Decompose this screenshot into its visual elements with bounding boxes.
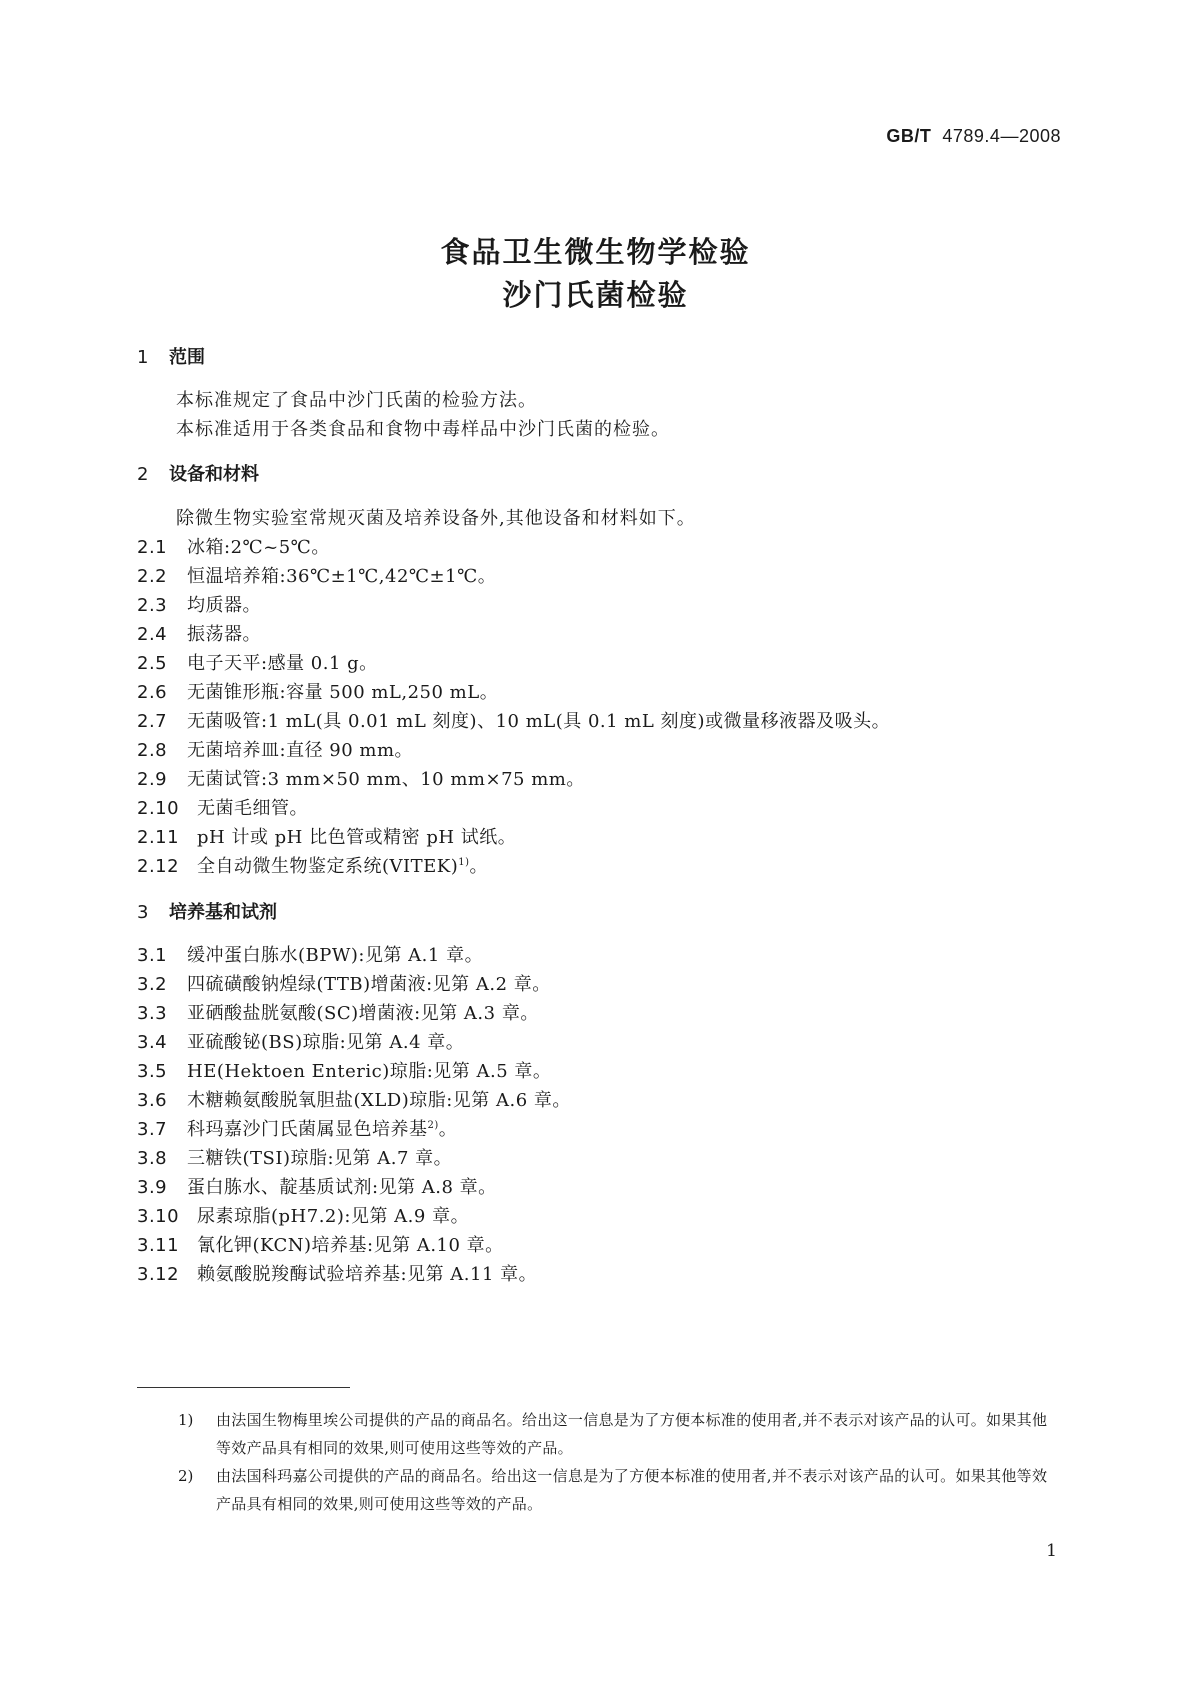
item-number: 3.7 bbox=[137, 1119, 168, 1140]
section-heading-scope bbox=[137, 343, 205, 369]
list-item bbox=[137, 533, 330, 559]
list-item bbox=[137, 1115, 457, 1141]
item-text: HE(Hektoen Enteric)琼脂:见第 A.5 章。 bbox=[187, 1061, 552, 1082]
item-number: 3.12 bbox=[137, 1264, 180, 1285]
footnote-reference: 1) bbox=[458, 857, 470, 868]
page-number: 1 bbox=[1046, 1541, 1057, 1561]
paragraph: 本标准规定了食品中沙门氏菌的检验方法。 bbox=[176, 390, 537, 411]
standard-code-number: 4789.4—2008 bbox=[942, 126, 1061, 146]
list-item bbox=[137, 970, 551, 996]
paragraph: 除微生物实验室常规灭菌及培养设备外,其他设备和材料如下。 bbox=[176, 508, 696, 529]
item-number: 3.5 bbox=[137, 1061, 168, 1082]
item-text: 无菌锥形瓶:容量 500 mL,250 mL。 bbox=[187, 682, 499, 703]
list-item bbox=[137, 1173, 497, 1199]
item-text: 振荡器。 bbox=[187, 624, 261, 645]
section-number: 2 bbox=[137, 464, 149, 485]
list-item bbox=[137, 1028, 464, 1054]
section-title: 范围 bbox=[169, 347, 205, 368]
list-item bbox=[137, 1231, 504, 1257]
section-heading-equipment bbox=[137, 460, 259, 486]
item-text: 蛋白胨水、靛基质试剂:见第 A.8 章。 bbox=[187, 1177, 497, 1198]
item-text: 亚硫酸铋(BS)琼脂:见第 A.4 章。 bbox=[187, 1032, 465, 1053]
item-text: 全自动微生物鉴定系统(VITEK) bbox=[197, 856, 459, 877]
section-number: 1 bbox=[137, 347, 149, 368]
item-number: 2.3 bbox=[137, 595, 168, 616]
list-item bbox=[137, 1144, 452, 1170]
list-item bbox=[137, 941, 483, 967]
footnote-mark: 2) bbox=[178, 1467, 194, 1485]
list-item bbox=[137, 765, 585, 791]
item-text: 均质器。 bbox=[187, 595, 261, 616]
standard-code-prefix: GB/T bbox=[886, 126, 932, 146]
list-item bbox=[137, 620, 261, 646]
footnote bbox=[178, 1462, 1058, 1518]
item-text: 四硫磺酸钠煌绿(TTB)增菌液:见第 A.2 章。 bbox=[187, 974, 551, 995]
item-number: 2.10 bbox=[137, 798, 180, 819]
item-text: 氰化钾(KCN)培养基:见第 A.10 章。 bbox=[197, 1235, 504, 1256]
list-item bbox=[137, 678, 498, 704]
item-text: 缓冲蛋白胨水(BPW):见第 A.1 章。 bbox=[187, 945, 484, 966]
list-item bbox=[137, 736, 413, 762]
item-number: 2.1 bbox=[137, 537, 168, 558]
item-text-tail: 。 bbox=[438, 1119, 458, 1140]
item-number: 3.4 bbox=[137, 1032, 168, 1053]
paragraph: 本标准适用于各类食品和食物中毒样品中沙门氏菌的检验。 bbox=[176, 419, 670, 440]
item-number: 2.5 bbox=[137, 653, 168, 674]
item-number: 3.3 bbox=[137, 1003, 168, 1024]
document-title: 食品卫生微生物学检验 bbox=[440, 235, 751, 269]
item-text: 无菌培养皿:直径 90 mm。 bbox=[187, 740, 414, 761]
item-number: 2.12 bbox=[137, 856, 180, 877]
list-item bbox=[137, 852, 488, 878]
section-heading-media-reagents bbox=[137, 898, 277, 924]
footnote-text: 由法国生物梅里埃公司提供的产品的商品名。给出这一信息是为了方便本标准的使用者,并不表示对该产品的认可。如果其他等效产品具有相同的效果,则可使用这些等效的产品。 bbox=[216, 1411, 1048, 1457]
section-title: 设备和材料 bbox=[169, 464, 259, 485]
list-item bbox=[137, 1086, 571, 1112]
list-item bbox=[137, 1260, 537, 1286]
footnote-mark: 1) bbox=[178, 1411, 194, 1429]
item-number: 3.6 bbox=[137, 1090, 168, 1111]
item-text: 赖氨酸脱羧酶试验培养基:见第 A.11 章。 bbox=[197, 1264, 538, 1285]
item-number: 2.2 bbox=[137, 566, 168, 587]
item-text: 亚硒酸盐胱氨酸(SC)增菌液:见第 A.3 章。 bbox=[187, 1003, 539, 1024]
list-item bbox=[137, 649, 378, 675]
list-item bbox=[137, 999, 539, 1025]
item-number: 3.8 bbox=[137, 1148, 168, 1169]
item-number: 2.8 bbox=[137, 740, 168, 761]
item-number: 3.1 bbox=[137, 945, 168, 966]
footnote-text: 由法国科玛嘉公司提供的产品的商品名。给出这一信息是为了方便本标准的使用者,并不表示对该产品的认可。如果其他等效产品具有相同的效果,则可使用这些等效的产品。 bbox=[216, 1467, 1048, 1513]
item-text: pH 计或 pH 比色管或精密 pH 试纸。 bbox=[197, 827, 517, 848]
standard-code bbox=[886, 126, 1061, 147]
list-item bbox=[137, 1057, 551, 1083]
item-text: 无菌毛细管。 bbox=[197, 798, 308, 819]
item-number: 3.11 bbox=[137, 1235, 180, 1256]
item-text: 冰箱:2℃~5℃。 bbox=[187, 537, 330, 558]
item-text-tail: 。 bbox=[469, 856, 489, 877]
item-number: 2.9 bbox=[137, 769, 168, 790]
item-text: 无菌试管:3 mm×50 mm、10 mm×75 mm。 bbox=[187, 769, 585, 790]
list-item bbox=[137, 1202, 469, 1228]
item-text: 电子天平:感量 0.1 g。 bbox=[187, 653, 378, 674]
item-text: 三糖铁(TSI)琼脂:见第 A.7 章。 bbox=[187, 1148, 453, 1169]
item-text: 无菌吸管:1 mL(具 0.01 mL 刻度)、10 mL(具 0.1 mL 刻度)或微量移液器及吸头。 bbox=[187, 711, 891, 732]
list-item bbox=[137, 794, 308, 820]
item-number: 2.7 bbox=[137, 711, 168, 732]
list-item bbox=[137, 591, 261, 617]
section-number: 3 bbox=[137, 902, 149, 923]
footnote-divider bbox=[137, 1387, 350, 1388]
list-item bbox=[137, 823, 516, 849]
list-item bbox=[137, 707, 890, 733]
item-text: 科玛嘉沙门氏菌属显色培养基 bbox=[187, 1119, 428, 1140]
item-number: 2.6 bbox=[137, 682, 168, 703]
item-text: 木糖赖氨酸脱氧胆盐(XLD)琼脂:见第 A.6 章。 bbox=[187, 1090, 571, 1111]
item-text: 尿素琼脂(pH7.2):见第 A.9 章。 bbox=[197, 1206, 470, 1227]
section-title: 培养基和试剂 bbox=[169, 902, 277, 923]
item-number: 2.4 bbox=[137, 624, 168, 645]
document-subtitle: 沙门氏菌检验 bbox=[502, 278, 689, 312]
item-number: 2.11 bbox=[137, 827, 180, 848]
item-number: 3.2 bbox=[137, 974, 168, 995]
item-number: 3.9 bbox=[137, 1177, 168, 1198]
item-text: 恒温培养箱:36℃±1℃,42℃±1℃。 bbox=[187, 566, 497, 587]
item-number: 3.10 bbox=[137, 1206, 180, 1227]
footnote-reference: 2) bbox=[427, 1120, 439, 1131]
list-item bbox=[137, 562, 496, 588]
footnote bbox=[178, 1406, 1058, 1462]
